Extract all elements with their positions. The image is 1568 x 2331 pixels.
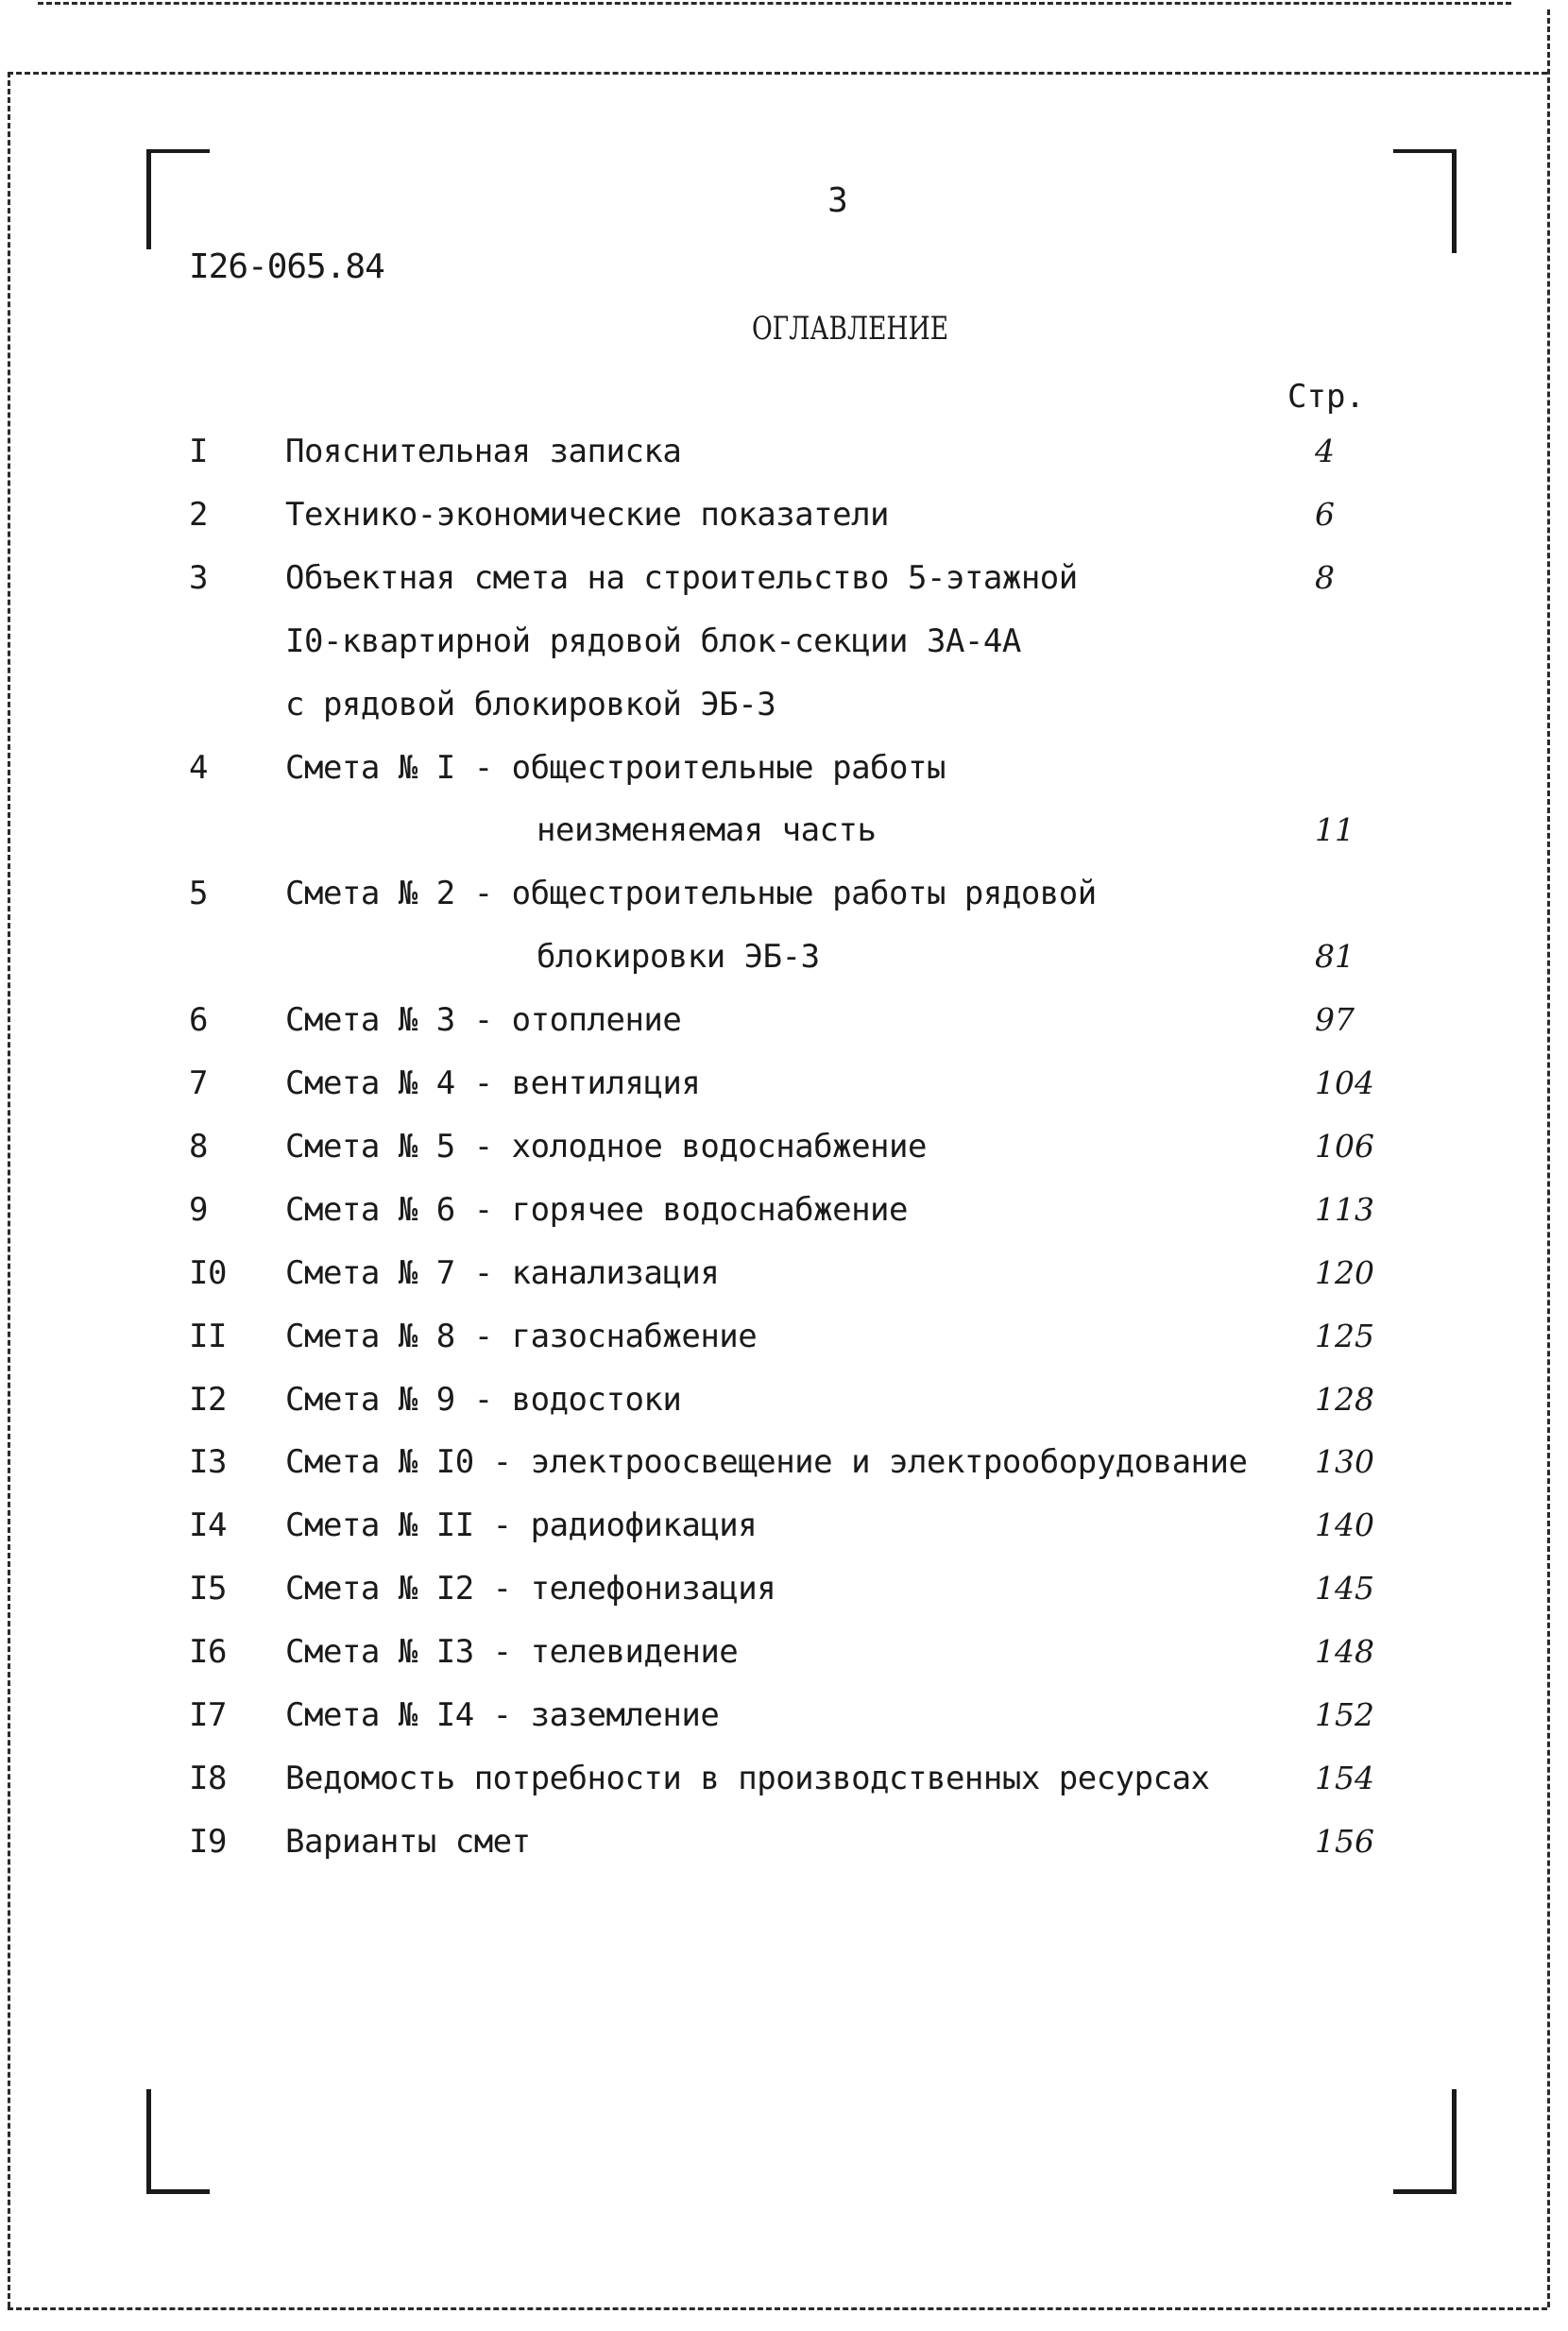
page-number: 3	[827, 181, 848, 220]
toc-item-continuation-text: I0-квартирной рядовой блок-секции 3А-4А	[285, 621, 1021, 660]
toc-item-title: Смета № 9 - водостоки	[285, 1380, 682, 1419]
toc-item-title: Смета № I4 - заземление	[285, 1696, 720, 1734]
toc-item-page: 125	[1315, 1317, 1374, 1354]
toc-item-number: 5	[189, 875, 208, 913]
toc-item-continuation	[0, 686, 1568, 733]
toc-item-continuation-text: блокировки ЭБ-3	[537, 938, 820, 977]
corner-bracket-top-right	[1393, 149, 1457, 253]
toc-item-page: 113	[1315, 1190, 1374, 1228]
toc-item-page: 140	[1315, 1506, 1374, 1544]
toc-item-page: 156	[1315, 1822, 1374, 1860]
toc-item-page: 145	[1315, 1570, 1374, 1608]
toc-item-page: 106	[1315, 1127, 1374, 1165]
toc-item-title: Технико-экономические показатели	[285, 495, 890, 534]
toc-item-page: 120	[1315, 1253, 1374, 1291]
toc-item-title: Смета № I0 - электроосвещение и электрооборудование	[285, 1443, 1248, 1482]
toc-item-page: 8	[1315, 558, 1335, 596]
list-item	[0, 875, 1568, 922]
toc-item-title: Пояснительная записка	[285, 433, 682, 470]
toc-item-number: 4	[189, 748, 208, 787]
toc-item-page: 154	[1315, 1759, 1374, 1796]
toc-item-page: 81	[1315, 938, 1355, 976]
toc-item-page: 97	[1315, 1001, 1355, 1039]
toc-item-title: Смета № I2 - телефонизация	[285, 1570, 776, 1608]
toc-item-number: 6	[189, 1001, 208, 1040]
toc-item-title: Смета № I3 - телевидение	[285, 1633, 739, 1672]
toc-item-title: Смета № 8 - газоснабжение	[285, 1317, 758, 1355]
toc-item-number: 3	[189, 558, 208, 597]
toc-item-title: Ведомость потребности в производственных ресурсах	[285, 1759, 1210, 1797]
toc-item-number: I6	[189, 1633, 227, 1672]
toc-item-page: 148	[1315, 1633, 1374, 1671]
toc-item-page: 4	[1315, 433, 1335, 469]
page-column-label: Стр.	[1287, 378, 1365, 416]
toc-item-title: Смета № 7 - канализация	[285, 1253, 720, 1292]
toc-item-number: I2	[189, 1380, 227, 1419]
corner-bracket-bottom-left	[146, 2089, 210, 2194]
toc-item-number: I7	[189, 1696, 227, 1734]
toc-item-continuation-text: с рядовой блокировкой ЭБ-3	[285, 685, 776, 723]
toc-item-number: I4	[189, 1506, 227, 1545]
toc-item-title: Объектная смета на строительство 5-этажной	[285, 558, 1078, 597]
toc-item-title: Смета № 5 - холодное водоснабжение	[285, 1127, 927, 1166]
toc-item-number: I0	[189, 1253, 227, 1292]
toc-item-title: Смета № 2 - общестроительные работы рядовой	[285, 875, 1097, 913]
toc-item-title: Смета № I - общестроительные работы	[285, 748, 946, 787]
toc-item-number: 8	[189, 1127, 208, 1166]
toc-item-continuation	[0, 622, 1568, 670]
toc-item-number: I8	[189, 1759, 227, 1797]
toc-item-page: 130	[1315, 1443, 1374, 1481]
toc-item-title: Смета № 3 - отопление	[285, 1001, 682, 1040]
toc-item-page: 128	[1315, 1380, 1374, 1418]
toc-item-number: I3	[189, 1443, 227, 1482]
corner-bracket-top-left	[146, 149, 210, 249]
toc-item-page: 11	[1315, 811, 1355, 849]
toc-item-continuation-text: неизменяемая часть	[537, 811, 877, 850]
document-code: I26-065.84	[189, 247, 384, 286]
toc-item-page: 6	[1315, 495, 1335, 533]
toc-item-number: 9	[189, 1190, 208, 1229]
toc-item-number: I	[189, 433, 208, 470]
toc-item-page: 152	[1315, 1696, 1374, 1733]
toc-item-number: I9	[189, 1822, 227, 1861]
frame-left-dashed	[8, 72, 10, 2307]
toc-item-title: Смета № II - радиофикация	[285, 1506, 758, 1545]
toc-heading: ОГЛАВЛЕНИЕ	[751, 310, 949, 348]
toc-item-page: 104	[1315, 1064, 1374, 1101]
frame-top-dashed	[8, 72, 1547, 75]
toc-item-number: I5	[189, 1570, 227, 1608]
toc-item-number: 2	[189, 495, 208, 534]
toc-item-title: Смета № 6 - горячее водоснабжение	[285, 1190, 909, 1229]
toc-item-title: Варианты смет	[285, 1822, 531, 1861]
frame-bottom-dashed	[8, 2307, 1547, 2310]
toc-item-number: II	[189, 1317, 227, 1355]
toc-item-number: 7	[189, 1064, 208, 1102]
toc-item-title: Смета № 4 - вентиляция	[285, 1064, 701, 1102]
frame-top-outer-dashed	[38, 2, 1511, 5]
corner-bracket-bottom-right	[1393, 2089, 1457, 2194]
list-item	[0, 749, 1568, 796]
